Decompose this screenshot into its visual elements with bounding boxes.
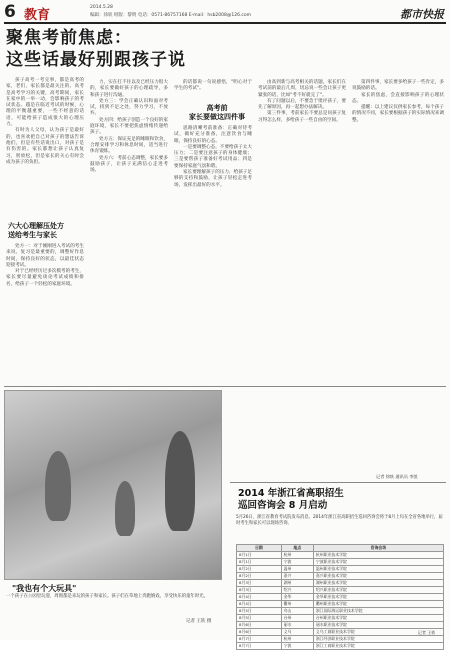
table-cell: 衢州 <box>281 601 313 608</box>
editor-info: 编辑：徐轶 组版：黎明 电话：0571-86757168 E-mail：hsb2008@126.com <box>90 13 252 18</box>
table-row <box>237 643 444 650</box>
table-cell: 丽水职业技术学院 <box>313 622 443 629</box>
table-cell: 浙江工商职业技术学院 <box>313 643 443 650</box>
table-cell: 衢州职业技术学院 <box>313 601 443 608</box>
table-cell: 8月4日 <box>237 601 282 608</box>
section-title: 教育 <box>24 8 51 23</box>
headline-line-1: 聚焦考前焦虑： <box>6 28 132 48</box>
subheading-line-1: 高考前 <box>206 104 228 112</box>
paragraph: 一是要调整心态，不要给孩子太大压力；二是要注意孩子的身体健康；三是要帮孩子准备好考试用品；四是要保持家庭气氛和谐。 <box>174 144 252 169</box>
table-cell: 8月2日 <box>237 566 282 573</box>
paragraph: 家长要理解孩子的压力，给孩子足够的支持和鼓励，让孩子轻松走进考场，发挥出最好的水平。 <box>174 170 252 188</box>
paragraph: 家长的焦虑，会直接影响孩子的心理状态。 <box>352 92 444 104</box>
article-column-2 <box>90 80 168 382</box>
table-row <box>237 566 444 573</box>
paragraph: 由高到新与高考相关的话题，家长们在考试前的最后几周，切忌说一些会让孩子更紧张的话，比如"考不好就完了"。 <box>258 80 346 98</box>
table-cell: 绍兴职业技术学院 <box>313 587 443 594</box>
table-cell: 8月5日 <box>237 608 282 615</box>
table-row <box>237 552 444 559</box>
article-column-5 <box>352 80 444 468</box>
table-header: 日期 <box>237 545 282 552</box>
divider <box>4 386 446 387</box>
paragraph: 有了问题以后，不要急于批评孩子，要先了解原因，再一起想办法解决。 <box>258 98 346 111</box>
table-cell: 舟山 <box>281 608 313 615</box>
table-cell: 浙江国际海运职业技术学院 <box>313 608 443 615</box>
article-byline: 记者 徐轶 通讯员 李凯 <box>376 474 418 479</box>
table-cell: 义乌工商职业技术学院 <box>313 629 443 636</box>
table-cell: 台州 <box>281 615 313 622</box>
table-cell: 宁波职业技术学院 <box>313 559 443 566</box>
photo-caption-title: "我也有个大玩具" <box>12 584 77 593</box>
paragraph: 对于已经经历过多次模考的考生，家长要尽量避免谈论考试成绩和排名，给孩子一个轻松的家庭环境。 <box>6 269 84 287</box>
table-cell: 8月6日 <box>237 622 282 629</box>
table-cell: 义乌 <box>281 629 313 636</box>
page-number: 6 <box>4 2 16 22</box>
table-cell: 8月5日 <box>237 615 282 622</box>
table-cell: 8月2日 <box>237 573 282 580</box>
table-row <box>237 601 444 608</box>
table-row <box>237 615 444 622</box>
article-column-1-cont <box>6 244 84 384</box>
paragraph: 第四件事，家长要多给孩子一些肯定，多说鼓励的话。 <box>352 80 444 92</box>
table-cell: 嘉兴职业技术学院 <box>313 573 443 580</box>
paragraph: 处方六：考前心态调整，家长要多鼓励孩子，让孩子充满信心走进考场。 <box>90 155 168 174</box>
table-header: 咨询会场 <box>313 545 443 552</box>
paragraph: 处方四：给孩子创造一个良好的家庭环境，家长不要把焦虑情绪传递给孩子。 <box>90 117 168 136</box>
divider <box>230 482 446 483</box>
table-row <box>237 580 444 587</box>
table-row <box>237 573 444 580</box>
exam-title-line-1: 2014 年浙江省高职招生 <box>238 488 344 499</box>
table-row <box>237 622 444 629</box>
issue-date: 2014.5.28 <box>90 5 113 10</box>
table-cell: 金华 <box>281 594 313 601</box>
subheading-line-2: 送给考生与家长 <box>8 231 57 239</box>
article-column-1 <box>6 78 84 216</box>
exam-title-line-2: 巡回咨询会 8 月启动 <box>238 500 328 511</box>
table-row <box>237 559 444 566</box>
table-cell: 8月7日 <box>237 636 282 643</box>
photo-figure <box>45 451 71 521</box>
table-row <box>237 594 444 601</box>
table-cell: 湖州职业技术学院 <box>313 580 443 587</box>
subheading-line-2: 家长要做这四件事 <box>189 113 245 121</box>
newspaper-name: 都市快报 <box>400 8 444 21</box>
paragraph: 第三件事，考前家长不要总是问孩子复习得怎么样，多给孩子一些自由的空间。 <box>258 111 346 123</box>
article-column-4 <box>258 80 346 382</box>
paragraph: 思路清晰考前准备：正确对待考试，做好充分准备，注意饮食与睡眠，保持良好的心态。 <box>174 126 252 144</box>
exam-title <box>238 488 344 512</box>
paragraph: 有时为人父母，认为孩子是最好的，也喜欢把自己对孩子的想法告诉他们，但是有些话说出口，对孩子是有伤害的。家长都想让孩子认真复习，别放松，但是家长的关心有时会成为孩子的负担。 <box>6 128 84 165</box>
table-row <box>237 608 444 615</box>
table-header-row <box>237 545 444 552</box>
table-cell: 8月7日 <box>237 643 282 650</box>
table-cell: 杭州职业技术学院 <box>313 552 443 559</box>
headline-line-2: 这些话最好别跟孩子说 <box>6 50 186 70</box>
table-row <box>237 587 444 594</box>
article-column-3-cont <box>174 126 252 382</box>
table-cell: 温州 <box>281 566 313 573</box>
table-cell: 温州职业技术学院 <box>313 566 443 573</box>
subheading <box>8 222 88 240</box>
paragraph: 处方五：保证充足的睡眠和饮食，合理安排学习和休息时间，适当进行体育锻炼。 <box>90 136 168 155</box>
exam-byline: 记者 王轶 <box>418 630 436 635</box>
exam-schedule-table <box>236 544 444 650</box>
table-cell: 浙江经济职业技术学院 <box>313 636 443 643</box>
table-cell: 湖州 <box>281 580 313 587</box>
article-column-3 <box>174 80 252 100</box>
paragraph: 处方一：对于刚刚进入考试的考生来说，复习是最重要的，调整好作息时间，保持良好的状态，以最佳状态迎接考试。 <box>6 244 84 268</box>
photo-credit: 记者 王轶 摄 <box>186 619 212 624</box>
table-cell: 8月1日 <box>237 552 282 559</box>
paragraph: 力，实在扛不住以及已经压力很大的，家长要做好孩子的心理疏导，多和孩子进行沟通。 <box>90 80 168 98</box>
table-cell: 8月3日 <box>237 587 282 594</box>
photo-figure <box>115 481 135 536</box>
subheading-line-1: 六大心理解压处方 <box>8 222 64 230</box>
table-row <box>237 636 444 643</box>
table-cell: 8月6日 <box>237 629 282 636</box>
table-row <box>237 629 444 636</box>
table-cell: 金华职业技术学院 <box>313 594 443 601</box>
news-photo <box>4 390 222 580</box>
page-header <box>4 2 446 24</box>
table-cell: 8月3日 <box>237 580 282 587</box>
paragraph: 提醒：以上建议仅供家长参考，每个孩子的情况不同，家长要根据孩子的实际情况来调整。 <box>352 105 444 123</box>
table-cell: 杭州 <box>281 552 313 559</box>
table-header: 地点 <box>281 545 313 552</box>
table-cell: 丽水 <box>281 622 313 629</box>
table-cell: 嘉兴 <box>281 573 313 580</box>
table-cell: 宁波 <box>281 643 313 650</box>
paragraph: 孩子高考一考完事，都是高考的家，老们，家长都是最关注的。高考是高考学习的关键，高考期间，家长在家中的一举一动，会影响孩子的考试状态。越是在临近考试的时候，心理的平衡越重要，一些不经意的话语，可能给孩子造成很大的心理压力。 <box>6 78 84 128</box>
table-cell: 台州职业技术学院 <box>313 615 443 622</box>
subheading <box>182 104 252 122</box>
table-cell: 绍兴 <box>281 587 313 594</box>
table-cell: 宁波 <box>281 559 313 566</box>
photo-figure <box>165 431 195 531</box>
paragraph: 处方三：学会正确认识和面对考试，找到不足之处，努力学习，不放弃。 <box>90 98 168 117</box>
paragraph: 的话都说一句说感悟，"明心对于学生的考试"。 <box>174 80 252 92</box>
table-cell: 8月1日 <box>237 559 282 566</box>
exam-intro: 5月26日，浙江省教育考试院发布消息，2014年浙江省高职招生巡回咨询会将于8月上旬在全省各地举行，届时考生和家长可以现场咨询。 <box>236 515 443 526</box>
table-cell: 8月4日 <box>237 594 282 601</box>
table-cell: 杭州 <box>281 636 313 643</box>
photo-caption: 一个孩子在公园里玩耍，周围都是来玩的孩子和家长。孩子们在草地上奔跑嬉戏，享受快乐的童年时光。 <box>6 594 208 599</box>
